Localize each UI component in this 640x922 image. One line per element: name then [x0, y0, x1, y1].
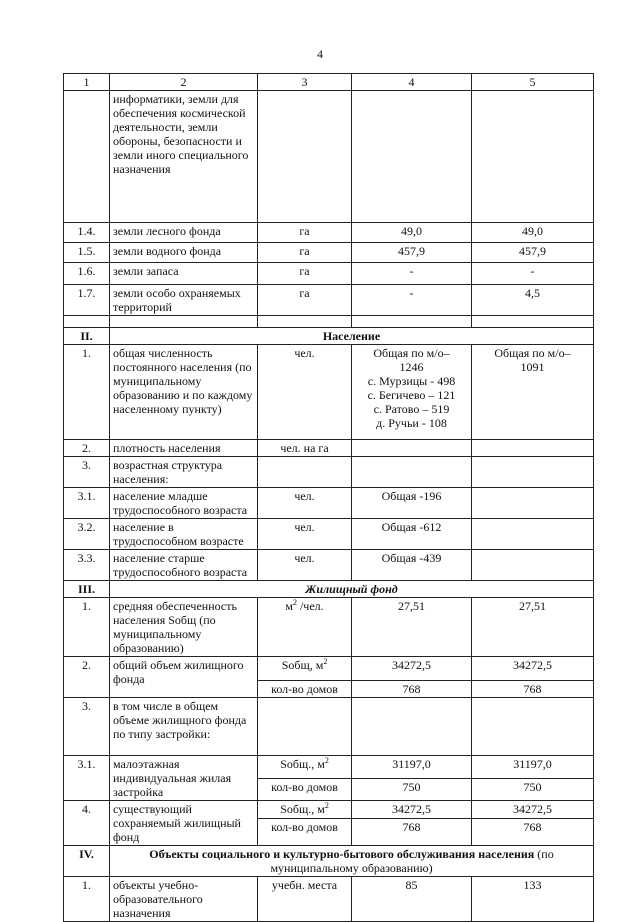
row-value-col4: Общая по м/о– 1246 с. Мурзицы - 498 с. Бегичево – 121 с. Ратово – 519 д. Ручьи - 108	[352, 345, 472, 440]
row-number: 4.	[64, 801, 110, 846]
table-row	[64, 457, 594, 488]
row-value-col4: 34272,5	[352, 801, 472, 819]
section-title-bold: Объекты социального и культурно-бытового обслуживания населения	[149, 847, 535, 861]
row-unit: чел. на га	[258, 440, 352, 457]
row-value-col5	[472, 91, 594, 223]
table-row	[64, 519, 594, 550]
table-row	[64, 598, 594, 657]
section-header-row	[64, 328, 594, 345]
table-row	[64, 285, 594, 316]
row-name: население младше трудоспособного возраста	[110, 488, 258, 519]
table-row	[64, 345, 594, 440]
row-name: общая численность постоянного населения (по муниципальному образованию и по каждому населенному пункту)	[110, 345, 258, 440]
row-name: земли особо охраняемых территорий	[110, 285, 258, 316]
row-value-col5: 768	[472, 681, 594, 698]
row-number: 1.	[64, 598, 110, 657]
row-value-col4: 85	[352, 877, 472, 922]
row-value-col4: -	[352, 285, 472, 316]
row-unit: кол-во домов	[258, 778, 352, 801]
row-value-col5: 34272,5	[472, 657, 594, 681]
row-name: земли лесного фонда	[110, 223, 258, 243]
row-value-col5	[472, 457, 594, 488]
section-header-row	[64, 846, 594, 877]
table-row	[64, 877, 594, 922]
row-name: население в трудоспособном возрасте	[110, 519, 258, 550]
row-value-col4: Общая -196	[352, 488, 472, 519]
row-value-col5: 133	[472, 877, 594, 922]
row-value-col5: 31197,0	[472, 756, 594, 779]
row-unit: чел.	[258, 345, 352, 440]
row-value-col4: Общая -439	[352, 550, 472, 581]
empty-cell	[352, 316, 472, 328]
unit-superscript: 2	[323, 657, 328, 666]
row-name: общий объем жилищного фонда	[110, 657, 258, 698]
row-number: 1.4.	[64, 223, 110, 243]
row-unit: чел.	[258, 488, 352, 519]
row-value-col4: 27,51	[352, 598, 472, 657]
column-header: 1	[64, 74, 110, 91]
row-value-col5: 4,5	[472, 285, 594, 316]
row-value-col5: 34272,5	[472, 801, 594, 819]
row-unit: кол-во домов	[258, 681, 352, 698]
section-number: II.	[64, 328, 110, 345]
row-unit	[258, 657, 352, 681]
row-number: 1.5.	[64, 243, 110, 263]
unit-text: Sобщ., м	[280, 757, 325, 771]
row-number: 1.6.	[64, 263, 110, 285]
row-value-col5	[472, 519, 594, 550]
page-number: 4	[317, 47, 323, 61]
row-number: 1.	[64, 345, 110, 440]
row-value-col4	[352, 457, 472, 488]
table-row-spacer	[64, 316, 594, 328]
row-value-col4: 768	[352, 681, 472, 698]
row-unit: учебн. места	[258, 877, 352, 922]
row-unit: га	[258, 263, 352, 285]
row-number	[64, 91, 110, 223]
row-unit	[258, 801, 352, 819]
table-row	[64, 488, 594, 519]
row-name: плотность населения	[110, 440, 258, 457]
row-unit: га	[258, 223, 352, 243]
table-row	[64, 801, 594, 819]
row-number: 3.1.	[64, 756, 110, 801]
data-table	[63, 73, 594, 922]
row-number: 3.	[64, 457, 110, 488]
section-header-row	[64, 581, 594, 598]
row-name: земли запаса	[110, 263, 258, 285]
row-name: возрастная структура населения:	[110, 457, 258, 488]
row-name: средняя обеспеченность населения Sобщ (по муниципальному образованию)	[110, 598, 258, 657]
row-number: 2.	[64, 440, 110, 457]
table-header-row	[64, 74, 594, 91]
row-value-col5: 49,0	[472, 223, 594, 243]
row-name: информатики, земли для обеспечения космической деятельности, земли обороны, безопасности и земли иного специального назначения	[110, 91, 258, 223]
unit-superscript: 2	[324, 801, 329, 810]
empty-cell	[110, 316, 258, 328]
unit-superscript: 2	[324, 756, 329, 765]
table-row	[64, 263, 594, 285]
empty-cell	[472, 316, 594, 328]
row-value-col5: 27,51	[472, 598, 594, 657]
row-value-col5: 768	[472, 819, 594, 846]
unit-superscript: 2	[292, 598, 297, 607]
table-row	[64, 91, 594, 223]
row-unit: га	[258, 285, 352, 316]
row-unit	[258, 598, 352, 657]
section-number: III.	[64, 581, 110, 598]
row-name: земли водного фонда	[110, 243, 258, 263]
row-number: 1.	[64, 877, 110, 922]
row-value-col4: 31197,0	[352, 756, 472, 779]
row-unit	[258, 457, 352, 488]
row-name: малоэтажная индивидуальная жилая застройка	[110, 756, 258, 801]
row-value-col5: Общая по м/о– 1091	[472, 345, 594, 440]
row-number: 3.2.	[64, 519, 110, 550]
column-header: 3	[258, 74, 352, 91]
row-value-col4	[352, 440, 472, 457]
column-header: 2	[110, 74, 258, 91]
column-header: 5	[472, 74, 594, 91]
empty-cell	[352, 698, 472, 756]
row-unit: чел.	[258, 550, 352, 581]
row-unit: чел.	[258, 519, 352, 550]
row-name: население старше трудоспособного возраста	[110, 550, 258, 581]
empty-cell	[64, 316, 110, 328]
table-row	[64, 756, 594, 779]
table-row	[64, 698, 594, 756]
row-value-col4	[352, 91, 472, 223]
row-number: 1.7.	[64, 285, 110, 316]
row-unit	[258, 756, 352, 779]
row-value-col5: 457,9	[472, 243, 594, 263]
section-title: Население	[110, 328, 594, 345]
row-number: 3.	[64, 698, 110, 756]
row-unit: га	[258, 243, 352, 263]
row-value-col5	[472, 550, 594, 581]
row-value-col4: 49,0	[352, 223, 472, 243]
row-number: 3.1.	[64, 488, 110, 519]
row-value-col4: 34272,5	[352, 657, 472, 681]
row-value-col4: 750	[352, 778, 472, 801]
unit-text: м	[285, 599, 293, 613]
empty-cell	[258, 698, 352, 756]
row-unit	[258, 91, 352, 223]
table-row	[64, 223, 594, 243]
table-row	[64, 657, 594, 681]
row-name: объекты учебно-образовательного назначения	[110, 877, 258, 922]
table-row	[64, 550, 594, 581]
row-name: существующий сохраняемый жилищный фонд	[110, 801, 258, 846]
row-value-col4: -	[352, 263, 472, 285]
table-row	[64, 440, 594, 457]
row-number: 2.	[64, 657, 110, 698]
table-row	[64, 243, 594, 263]
column-header: 4	[352, 74, 472, 91]
empty-cell	[472, 698, 594, 756]
unit-text: Sобщ, м	[281, 658, 324, 672]
section-title	[110, 846, 594, 877]
row-value-col5: -	[472, 263, 594, 285]
unit-text-tail: /чел.	[296, 599, 324, 613]
row-name: в том числе в общем объеме жилищного фонда по типу застройки:	[110, 698, 258, 756]
row-value-col5	[472, 488, 594, 519]
row-value-col4: 768	[352, 819, 472, 846]
row-value-col5	[472, 440, 594, 457]
row-value-col5: 750	[472, 778, 594, 801]
row-value-col4: 457,9	[352, 243, 472, 263]
empty-cell	[258, 316, 352, 328]
row-value-col4: Общая -612	[352, 519, 472, 550]
section-title: Жилищный фонд	[110, 581, 594, 598]
row-unit: кол-во домов	[258, 819, 352, 846]
section-number: IV.	[64, 846, 110, 877]
row-number: 3.3.	[64, 550, 110, 581]
section-title-rest: (по муниципальному образованию)	[270, 847, 554, 875]
unit-text: Sобщ., м	[280, 802, 325, 816]
